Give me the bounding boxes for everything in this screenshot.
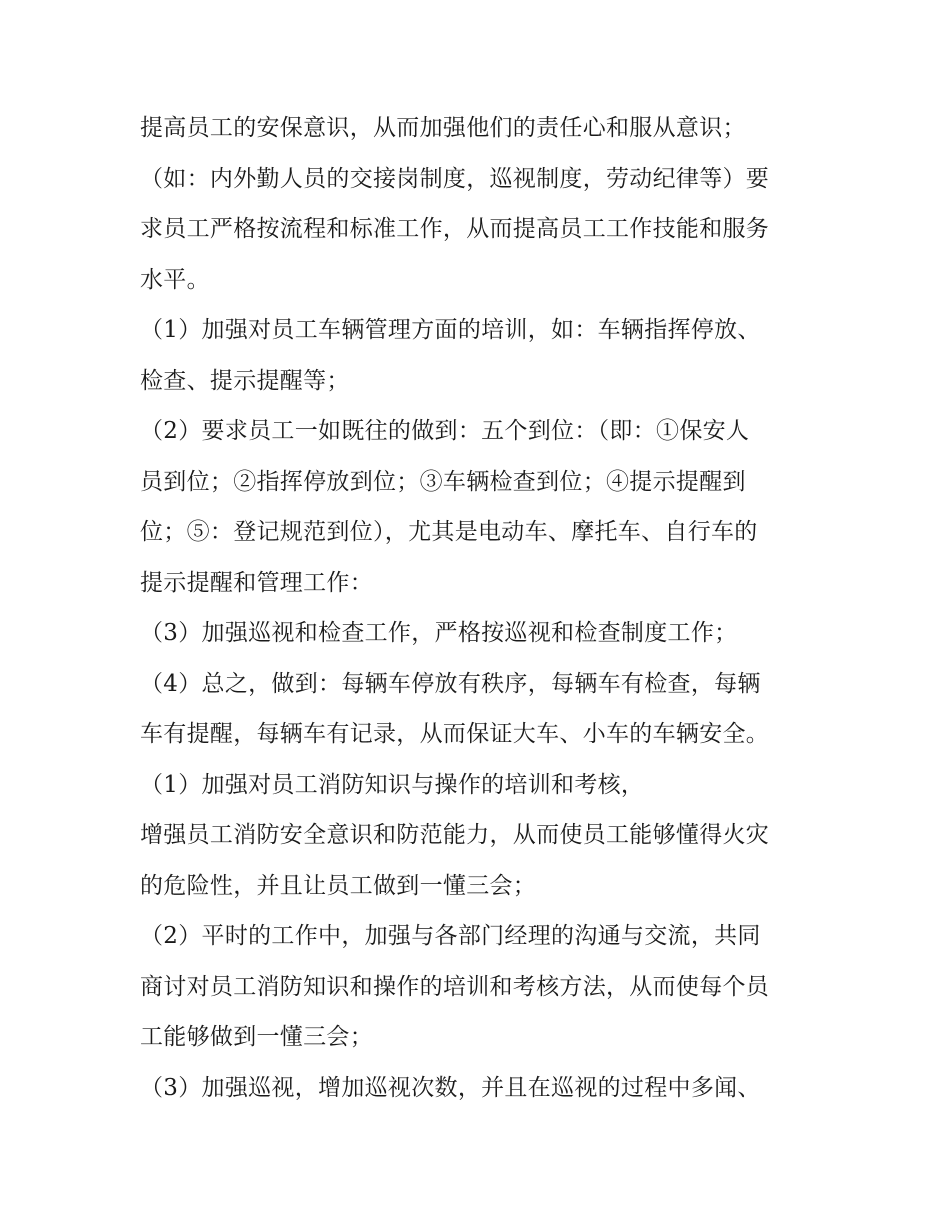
text-line: （4）总之，做到：每辆车停放有秩序，每辆车有检查，每辆 — [140, 670, 761, 697]
text-line: （1）加强对员工消防知识与操作的培训和考核， — [140, 771, 645, 798]
text-line: 求员工严格按流程和标准工作，从而提高员工工作技能和服务 — [140, 216, 770, 242]
text-line: 增强员工消防安全意识和防范能力，从而使员工能够懂得火灾 — [140, 822, 770, 848]
text-line: （2）平时的工作中，加强与各部门经理的沟通与交流，共同 — [140, 923, 761, 949]
body-text — [140, 103, 830, 1113]
text-line: 工能够做到一懂三会； — [140, 1024, 373, 1050]
text-line: （1）加强对员工车辆管理方面的培训，如：车辆指挥停放、 — [140, 317, 761, 343]
text-line: 水平。 — [140, 266, 210, 293]
text-line: 的危险性，并且让员工做到一懂三会； — [140, 872, 537, 899]
text-line: 提高员工的安保意识，从而加强他们的责任心和服从意识； — [140, 115, 746, 141]
text-line: 员到位；②指挥停放到位；③车辆检查到位；④提示提醒到 — [140, 468, 746, 495]
text-line: 位；⑤：登记规范到位），尤其是电动车、摩托车、自行车的 — [140, 519, 758, 545]
text-line: （如：内外勤人员的交接岗制度，巡视制度，劳动纪律等）要 — [140, 165, 770, 192]
text-line: 提示提醒和管理工作： — [140, 569, 373, 596]
text-line: （3）加强巡视和检查工作，严格按巡视和检查制度工作； — [140, 620, 738, 646]
text-line: （3）加强巡视，增加巡视次数，并且在巡视的过程中多闻、 — [140, 1074, 761, 1101]
text-line: 检查、提示提醒等； — [140, 367, 350, 394]
text-line: 商讨对员工消防知识和操作的培训和考核方法，从而使每个员 — [140, 973, 770, 1000]
text-line: 车有提醒，每辆车有记录，从而保证大车、小车的车辆安全。 — [140, 721, 770, 747]
text-line: （2）要求员工一如既往的做到：五个到位：（即：①保安人 — [140, 418, 750, 444]
